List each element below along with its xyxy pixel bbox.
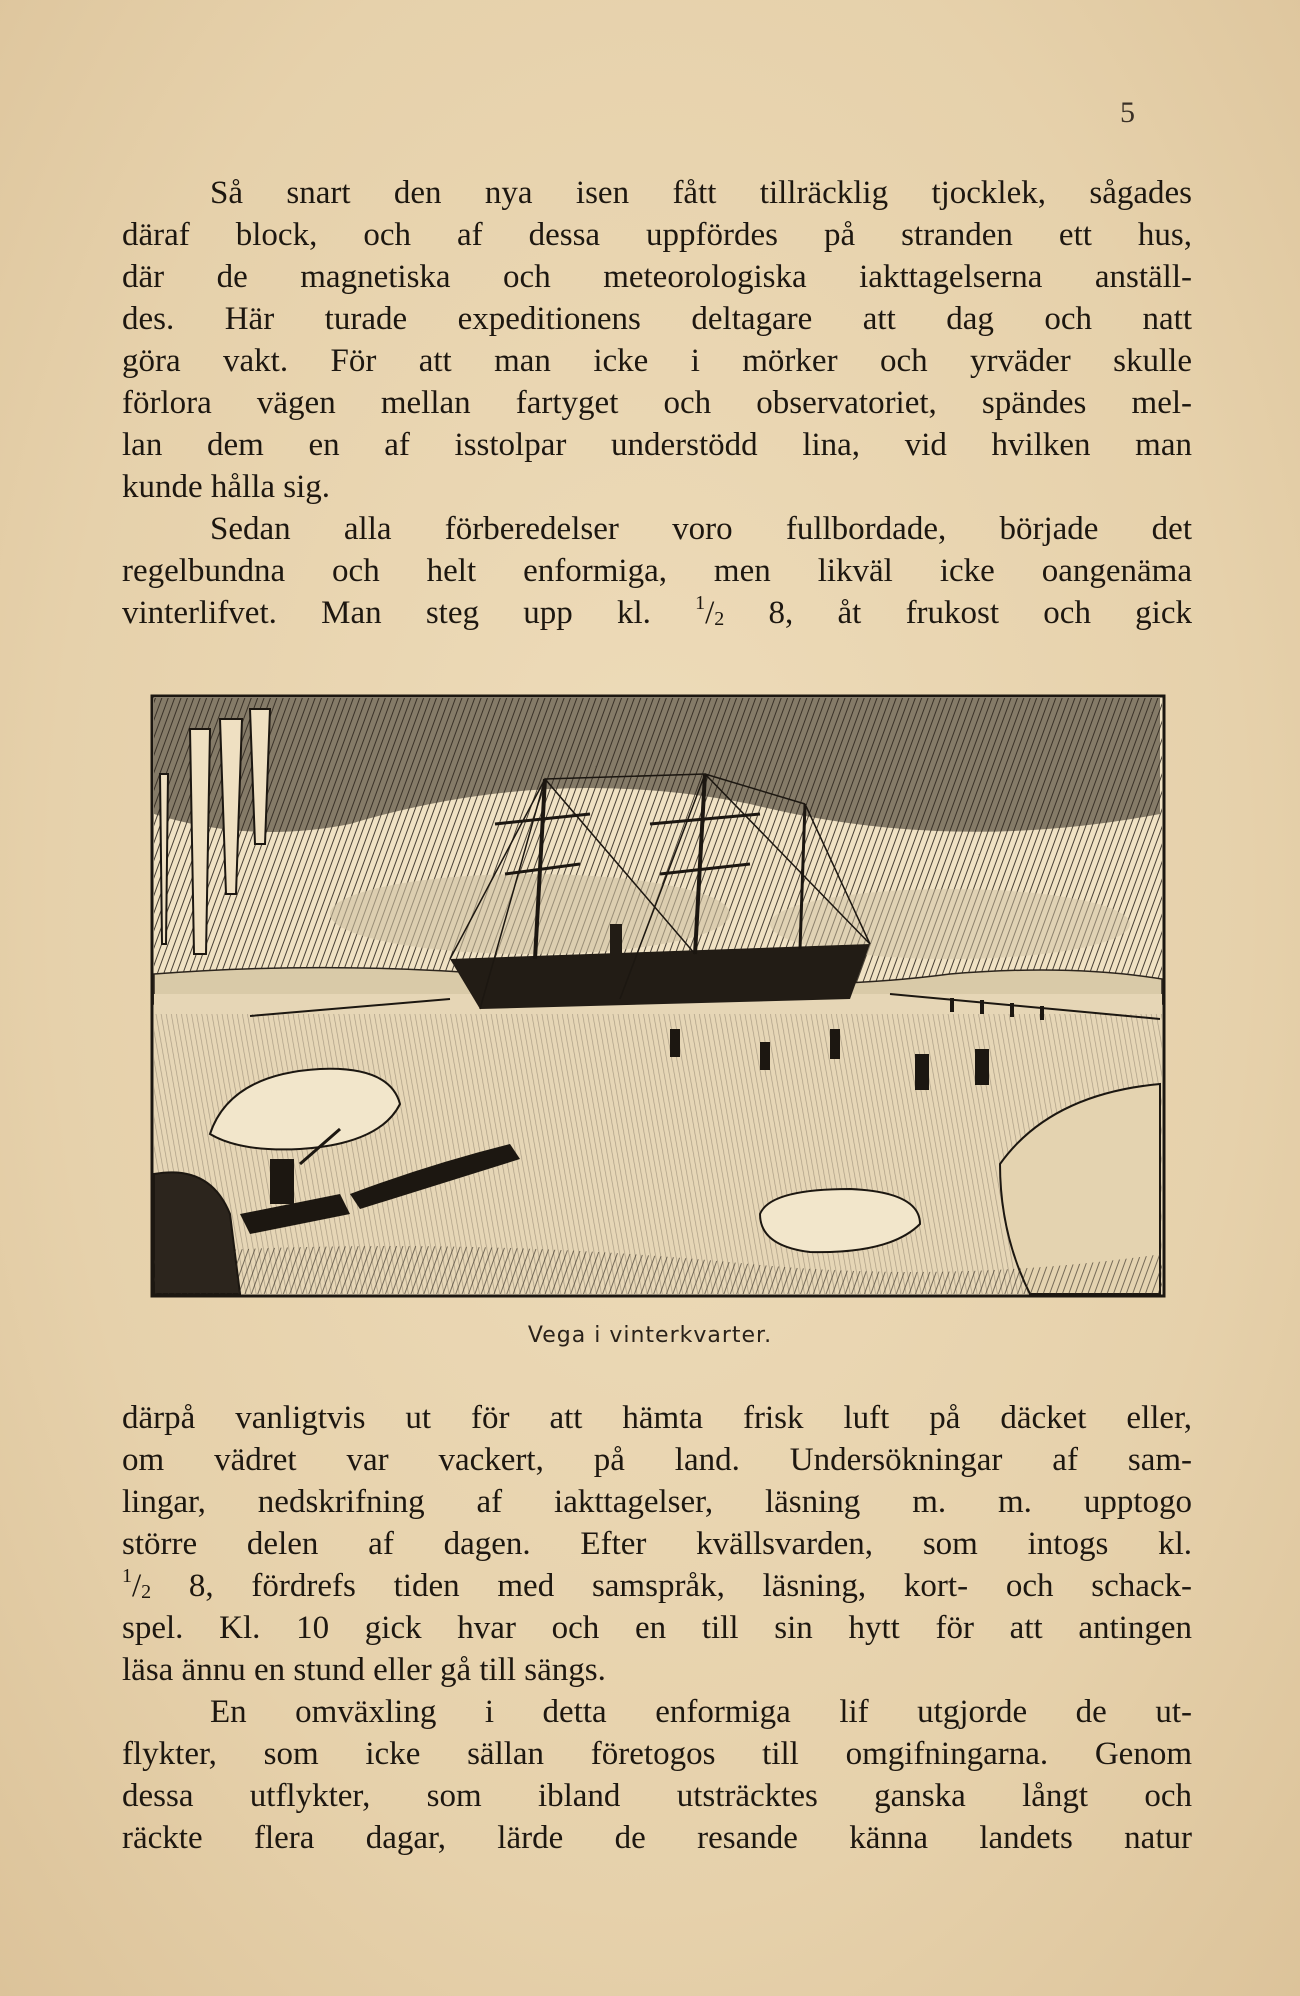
text-segment: 8, åt frukost och gick [724,595,1192,631]
text-line: kunde hålla sig. [122,469,331,505]
text-line: Sedan alla förberedelser voro fullbordade, började det [210,511,1192,547]
fraction-half: $^1/_2$ [695,592,725,631]
text-line: spel. Kl. 10 gick hvar och en till sin hytt för att antingen [122,1610,1192,1646]
text-line: större delen af dagen. Efter kvällsvarden, som intogs kl. [122,1526,1192,1562]
page-number: 5 [1120,96,1135,129]
text-line: om vädret var vackert, på land. Undersökningar af sam- [122,1442,1192,1478]
fraction-denominator: 2 [714,608,725,630]
text-segment: vinterlifvet. Man steg upp kl. [122,595,696,631]
ship-engraving [150,694,1166,1298]
text-line: flykter, som icke sällan företogos till omgifningarna. Genom [122,1736,1192,1772]
figure-caption: Vega i vinterkvarter. [527,1323,773,1348]
text-line: lan dem en af isstolpar understödd lina, vid hvilken man [122,427,1192,463]
illustration-vega [150,694,1166,1298]
text-line: lingar, nedskrifning af iakttagelser, läsning m. m. upptogo [122,1484,1192,1520]
text-line: förlora vägen mellan fartyget och observatoriet, spändes mel- [122,385,1192,421]
fraction-denominator: 2 [141,1581,152,1603]
text-block-bottom [122,1397,1192,1859]
text-line: där de magnetiska och meteorologiska iakttagelserna anställ- [122,259,1192,295]
text-line: därpå vanligtvis ut för att hämta frisk luft på däcket eller, [122,1400,1192,1436]
text-line: göra vakt. För att man icke i mörker och yrväder skulle [122,343,1192,379]
text-line: läsa ännu en stund eller gå till sängs. [122,1652,606,1688]
text-segment: 8, fördrefs tiden med samspråk, läsning, kort- och schack- [151,1568,1192,1604]
text-line: räckte flera dagar, lärde de resande känna landets natur [122,1820,1192,1856]
text-line-with-fraction [122,1565,1192,1607]
text-line-with-fraction [122,592,1192,634]
fraction-numerator: 1 [122,1565,132,1587]
text-line: regelbundna och helt enformiga, men likväl icke oangenäma [122,553,1192,589]
text-block-top [122,172,1192,634]
text-line: En omväxling i detta enformiga lif utgjorde de ut- [210,1694,1192,1730]
text-line: dessa utflykter, som ibland utsträcktes ganska långt och [122,1778,1192,1814]
text-line: däraf block, och af dessa uppfördes på stranden ett hus, [122,217,1192,253]
text-line: Så snart den nya isen fått tillräcklig tjocklek, sågades [210,175,1192,211]
fraction-half: $^1/_2$ [122,1565,152,1604]
text-line: des. Här turade expeditionens deltagare att dag och natt [122,301,1192,337]
fraction-numerator: 1 [695,592,706,614]
